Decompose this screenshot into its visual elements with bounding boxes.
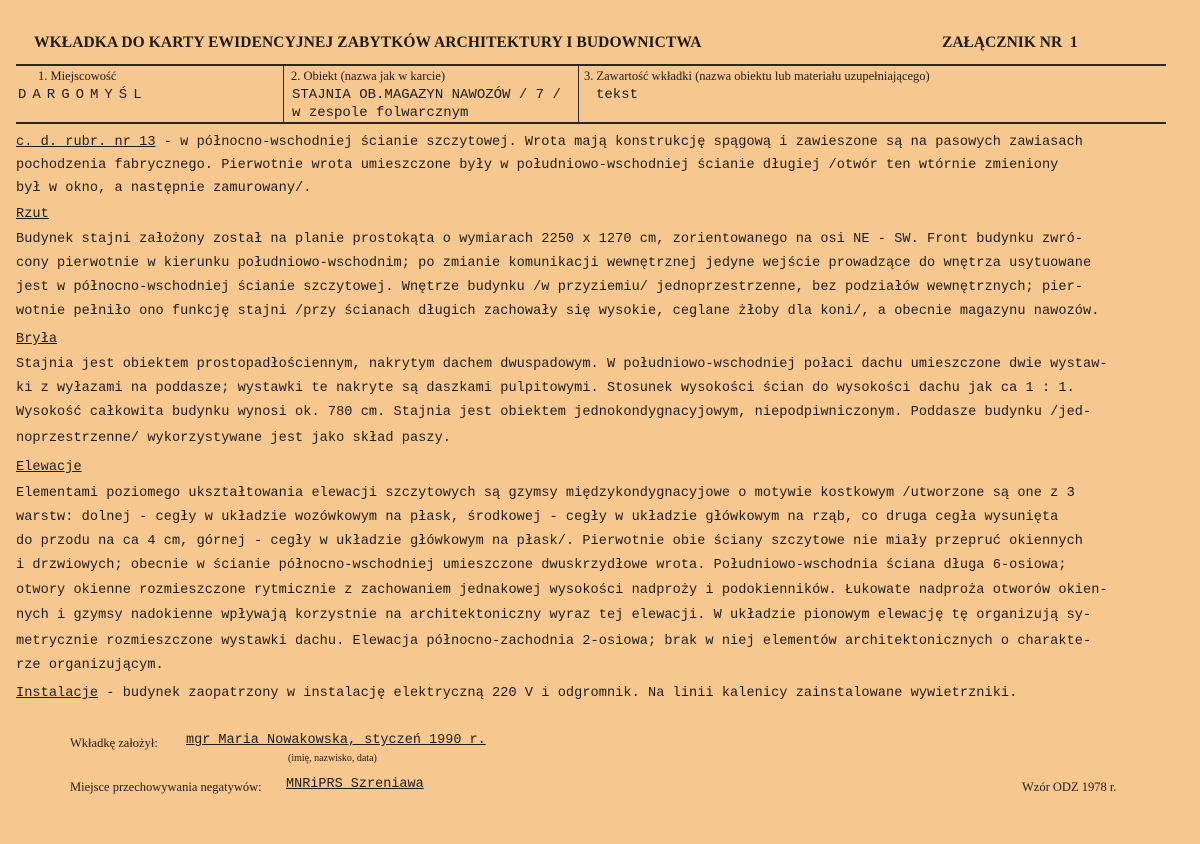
- document-title: WKŁADKA DO KARTY EWIDENCYJNEJ ZABYTKÓW ARCHITEKTURY I BUDOWNICTWA: [34, 34, 702, 51]
- body-line: pochodzenia fabrycznego. Pierwotnie wrota umieszczone były w południowo-wschodniej ścianie długiej /otwór ten wtórnie zmieniony: [16, 158, 1059, 173]
- box-divider-1: [283, 66, 284, 122]
- form-reference: Wzór ODZ 1978 r.: [1022, 780, 1117, 794]
- body-line: nych i gzymsy nadokienne wpływają korzystnie na architektoniczny wyraz tej elewacji. W układzie pionowym elewację tę organizują sy-: [16, 608, 1092, 623]
- object-label: 2. Obiekt (nazwa jak w karcie): [291, 69, 446, 83]
- section-heading-elewacje: Elewacje: [16, 460, 82, 475]
- object-value-line-2: w zespole folwarcznym: [292, 105, 469, 121]
- annex-number: 1: [1069, 34, 1078, 51]
- prepared-by-value: mgr Maria Nowakowska, styczeń 1990 r.: [186, 733, 486, 748]
- body-line: rze organizującym.: [16, 658, 164, 673]
- section-heading-bryla: Bryła: [16, 332, 58, 347]
- prepared-by-label: Wkładkę założył:: [70, 736, 158, 750]
- body-line: Stajnia jest obiektem prostopadłościennym, nakrytym dachem dwuspadowym. W południowo-wschodniej połaci dachu umieszczone dwie wystaw-: [16, 357, 1108, 372]
- body-line: do przodu na ca 4 cm, górnej - cegły w układzie główkowym na płask/. Pierwotnie obie ściany szczytowe nie miały przepruć okiennych: [16, 534, 1083, 549]
- body-line: cony pierwotnie w kierunku południowo-wschodnim; po zmianie komunikacji wewnętrznej jedyne wejście prowadzące do wnętrza usytuowane: [16, 256, 1092, 271]
- body-line: jest w północno-wschodniej ścianie szczytowej. Wnętrze budynku /w przyziemiu/ jednoprzestrzenne, bez podziałów wewnętrznych; pier-: [16, 280, 1083, 295]
- body-line: [16, 133, 1196, 154]
- body-text: - w północno-wschodniej ścianie szczytowej. Wrota mają konstrukcję spągową i zawieszone są na pasowych zawiasach: [155, 135, 1083, 150]
- body-line: warstw: dolnej - cegły w układzie wozówkowym na płask, środkowej - cegły w układzie główkowym na rząb, co druga cegła wysunięta: [16, 510, 1059, 525]
- annex-label: [942, 34, 1078, 52]
- header-rule-bottom: [16, 122, 1166, 124]
- body-line: noprzestrzenne/ wykorzystywane jest jako skład paszy.: [16, 431, 452, 446]
- box-divider-2: [578, 66, 579, 122]
- content-label: 3. Zawartość wkładki (nazwa obiektu lub materiału uzupełniającego): [584, 69, 930, 83]
- content-value: tekst: [596, 87, 639, 103]
- continuation-reference: c. d. rubr. nr 13: [16, 135, 156, 150]
- body-line: metrycznie rozmieszczone wystawki dachu. Elewacja północno-zachodnia 2-osiowa; brak w niej elementów architektonicznych o charakte-: [16, 634, 1092, 649]
- body-line: otwory okienne rozmieszczone rytmicznie z zachowaniem jednakowej wysokości nadproży i podokienników. Łukowate nadproża otworów okien-: [16, 583, 1108, 598]
- header-rule-top: [16, 64, 1166, 66]
- body-line: wotnie pełniło ono funkcję stajni /przy ścianach długich zachowały się wysokie, ceglane żłoby dla koni/, a obecnie magazynu nawozów.: [16, 304, 1100, 319]
- object-value-line-1: STAJNIA OB.MAGAZYN NAWOZÓW / 7 /: [292, 87, 561, 103]
- body-line: Elementami poziomego ukształtowania elewacji szczytowych są gzymsy międzykondygnacyjowe o motywie kostkowym /utworzone są one z 3: [16, 486, 1075, 501]
- section-heading-instalacje: Instalacje: [16, 686, 99, 701]
- annex-text: ZAŁĄCZNIK NR: [942, 34, 1063, 51]
- section-heading-rzut: Rzut: [16, 207, 49, 222]
- body-line: [16, 684, 1196, 705]
- body-line: Wysokość całkowita budynku wynosi ok. 780 cm. Stajnia jest obiektem jednokondygnacyjowym, niepodpiwniczonym. Poddasze budynku /jed-: [16, 405, 1092, 420]
- body-line: i drzwiowych; obecnie w ścianie północno-wschodniej umieszczone dwuskrzydłowe wrota. Południowo-wschodnia ściana długa 6-osiowa;: [16, 558, 1067, 573]
- body-line: był w okno, a następnie zamurowany/.: [16, 181, 312, 196]
- place-label: 1. Miejscowość: [38, 69, 117, 83]
- body-text: - budynek zaopatrzony w instalację elektryczną 220 V i odgromnik. Na linii kalenicy zainstalowane wywietrzniki.: [98, 686, 1018, 701]
- negatives-label: Miejsce przechowywania negatywów:: [70, 780, 262, 794]
- prepared-by-hint: (imię, nazwisko, data): [288, 753, 377, 764]
- negatives-value: MNRiPRS Szreniawa: [286, 777, 424, 792]
- body-line: Budynek stajni założony został na planie prostokąta o wymiarach 2250 x 1270 cm, zorientowanego na osi NE - SW. Front budynku zwró-: [16, 232, 1083, 247]
- body-line: ki z wyłazami na poddasze; wystawki te nakryte są daszkami pulpitowymi. Stosunek wysokości ścian do wysokości dachu jak ca 1 : 1.: [16, 381, 1075, 396]
- place-value: DARGOMYŚL: [18, 87, 148, 103]
